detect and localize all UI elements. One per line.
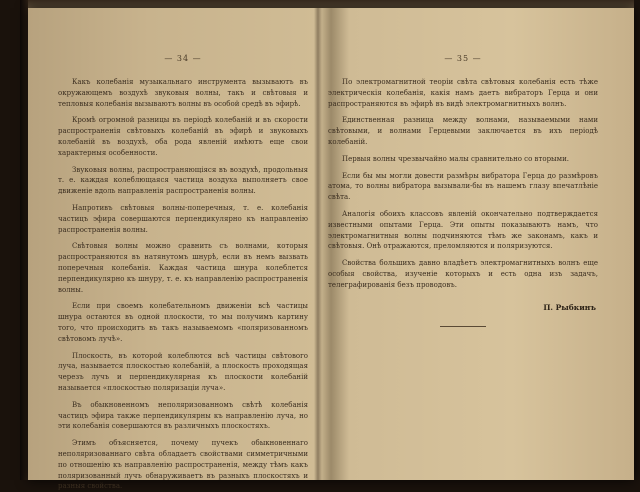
- right-paragraph: Единственная разница между волнами, называемыми нами свѣтовыми, и волнами Герцевыми заключается въ ихъ періодѣ колебаній.: [328, 116, 598, 146]
- left-paragraph: Напротивъ свѣтовыя волны-поперечныя, т. е. колебанія частицъ эфира совершаются перпендикулярно къ направленію распространенія волны.: [58, 203, 308, 234]
- left-page-number: — 34 —: [164, 54, 202, 63]
- right-paragraph: Свойства большихъ давно владѣетъ электромагнитныхъ волнъ еще особыя свойства, изученіе которыхъ и есть одна изъ задачъ, телеграфированія безъ проводовъ.: [328, 259, 598, 289]
- right-paragraph: Первыя волны чрезвычайно малы сравнительно со вторыми.: [342, 154, 569, 163]
- left-page: [58, 8, 308, 491]
- left-paragraph: Этимъ объясняется, почему пучекъ обыкновеннаго неполяризованнаго свѣта обладаетъ свойствами симметричными по отношенію къ направленію распространенія, между тѣмъ какъ поляризованный лучъ обнаруживаетъ въ разныхъ плоскостяхъ и разныя свойства.: [58, 439, 308, 491]
- right-paragraph: Если бы мы могли довести размѣры вибратора Герца до размѣровъ атома, то волны вибратора вызывали-бы въ нашемъ глазу впечатлѣніе свѣта.: [328, 171, 598, 202]
- left-paragraph: Кромѣ огромной разницы въ періодѣ колебаній и въ скорости распространенія свѣтовыхъ колебаній въ эфирѣ и звуковыхъ колебаній въ воздухѣ, оба рода явленій имѣютъ еще свои характерныя особенности.: [58, 116, 308, 157]
- end-rule: [440, 326, 486, 327]
- right-page-number: — 35 —: [444, 54, 482, 63]
- right-paragraph: Аналогія обоихъ классовъ явленій окончательно подтверждается известными опытами Герца. Эти опыты показываютъ намъ, что электромагнитныя волны подчиняются тѣмъ же законамъ, какъ и свѣтовыя. Онѣ отражаются, преломляются и поляризуются.: [328, 209, 598, 251]
- author-signature: П. Рыбкинъ: [543, 302, 596, 312]
- right-paragraph: По электромагнитной теоріи свѣта свѣтовыя колебанія есть тѣже электрическія колебанія, какія намъ даетъ вибраторъ Герца и они распространяются въ эфирѣ въ видѣ электромагнитныхъ волнъ.: [328, 78, 598, 108]
- left-paragraph: Свѣтовыя волны можно сравнить съ волнами, которыя распространяются въ натянутомъ шнурѣ, если въ немъ вызвать поперечныя колебанія. Каждая частица шнура колеблется перпендикулярно къ шнуру, т. е. къ направленію распространенія волны.: [58, 242, 308, 294]
- left-paragraph: Въ обыкновенномъ неполяризованномъ свѣтѣ колебанія частицъ эфира также перпендикулярны къ направленію луча, но эти колебанія совершаются въ различныхъ плоскостяхъ.: [58, 400, 308, 431]
- right-page: [328, 8, 598, 480]
- book-gutter: [314, 8, 322, 480]
- left-paragraph: Плоскость, въ которой колеблются всѣ частицы свѣтового луча, называется плоскостью колебаній, а плоскость проходящая черезъ лучъ и перпендикулярная къ плоскости колебаній называется «плоскостью поляризаціи луча».: [58, 351, 308, 392]
- left-paragraph: Звуковыя волны, распространяющіяся въ воздухѣ, продольныя т. е. каждая колеблющаяся частица воздуха выполняетъ свое движеніе вдоль направленія распространенія волны.: [58, 165, 308, 196]
- left-paragraph: Какъ колебанія музыкальнаго инструмента вызываютъ въ окружающемъ воздухѣ звуковыя волны, такъ и свѣтовыя и тепловыя колебанія вызываютъ волны въ особой средѣ въ эфирѣ.: [58, 78, 308, 108]
- left-paragraph: Если при своемъ колебательномъ движеніи всѣ частицы шнура остаются въ одной плоскости, то мы получимъ картину того, что происходитъ въ такъ называемомъ «поляризованномъ свѣтовомъ лучѣ».: [58, 302, 308, 343]
